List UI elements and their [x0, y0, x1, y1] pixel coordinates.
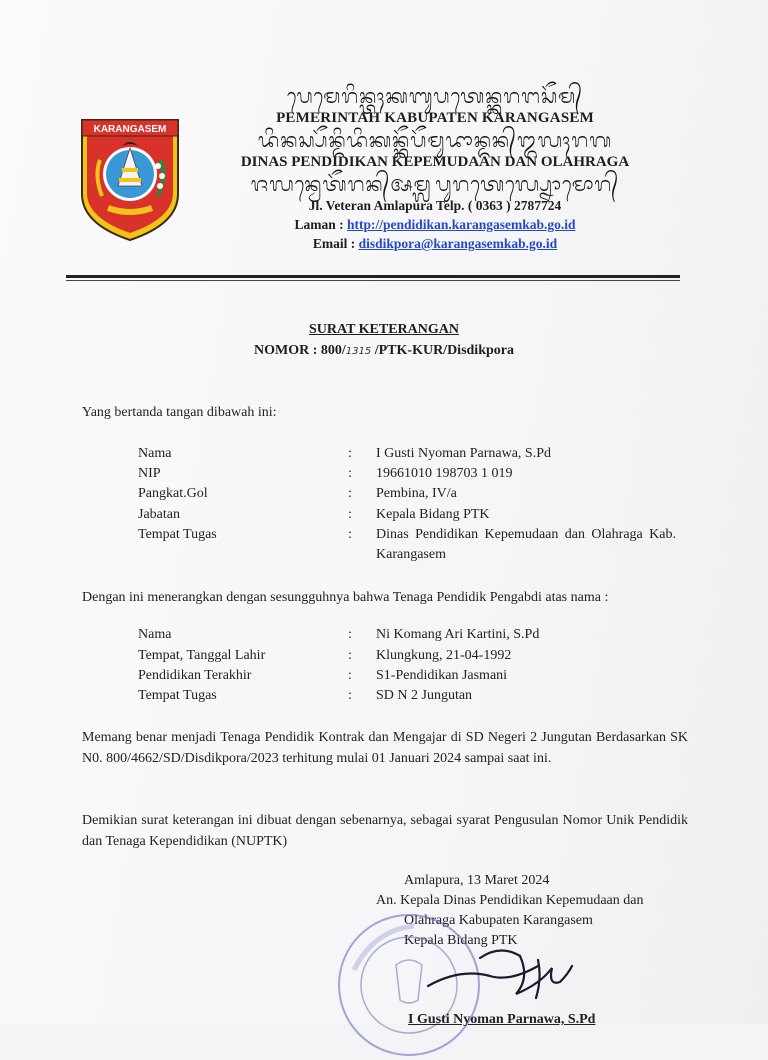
separator: :	[348, 507, 352, 522]
subject-key: Tempat Tugas	[138, 688, 217, 703]
handwritten-signature-icon	[420, 938, 580, 1008]
header-rule-thick	[66, 275, 680, 278]
website-link[interactable]: http://pendidikan.karangasemkab.go.id	[347, 217, 576, 232]
subject-key: Nama	[138, 627, 172, 642]
subject-key: Pendidikan Terakhir	[138, 668, 252, 683]
separator: :	[348, 486, 352, 501]
signer-name: I Gusti Nyoman Parnawa, S.Pd	[408, 1012, 596, 1027]
government-name: PEMERINTAH KABUPATEN KARANGASEM	[276, 110, 594, 126]
svg-text:KARANGASEM: KARANGASEM	[93, 124, 167, 135]
signer-key: Nama	[138, 446, 172, 461]
signer-value: 19661010 198703 1 019	[376, 466, 513, 481]
subject-value: S1-Pendidikan Jasmani	[376, 668, 508, 683]
statement-text: Dengan ini menerangkan dengan sesungguhnya bahwa Tenaga Pendidik Pengabdi atas nama :	[82, 590, 609, 605]
separator: :	[348, 648, 352, 663]
number-handwritten: 1315	[345, 346, 372, 357]
signer-value: Dinas Pendidikan Kepemudaan dan Olahraga Kab. Karangasem	[376, 527, 676, 562]
closing-paragraph: Demikian surat keterangan ini dibuat dengan sebenarnya, sebagai syarat Pengusulan Nomor Unik Pendidik dan Tenaga Kependidikan (NUPTK)	[82, 813, 688, 849]
signer-key: NIP	[138, 466, 161, 481]
signature-line-3: Kepala Bidang PTK	[404, 933, 518, 948]
letter-number	[0, 343, 768, 359]
number-prefix: NOMOR : 800/	[254, 343, 346, 358]
subject-value: SD N 2 Jungutan	[376, 688, 473, 703]
signer-value: Kepala Bidang PTK	[376, 507, 490, 522]
signer-key: Tempat Tugas	[138, 527, 217, 542]
signer-value: I Gusti Nyoman Parnawa, S.Pd	[376, 446, 551, 461]
balinese-script-line-2: ᬤᬶᬦᬲ᭄ᬧᭂᬦ᭄ᬤᬶᬤᬶᬓᬦ᭄ᬓᭂᬧᭂᬫᬸᬤᬵᬦ᭄ᬤᬦ᭄ᬑᬮᬄᬭᬕ	[257, 128, 613, 152]
subject-value: Klungkung, 21-04-1992	[376, 648, 512, 663]
subject-key: Tempat, Tanggal Lahir	[138, 648, 266, 663]
separator: :	[348, 627, 352, 642]
karangasem-logo-icon	[78, 116, 182, 242]
separator: :	[348, 446, 352, 461]
signature-line-1: An. Kepala Dinas Pendidikan Kepemudaan dan	[376, 893, 644, 908]
confirmation-paragraph: Memang benar menjadi Tenaga Pendidik Kontrak dan Mengajar di SD Negeri 2 Jungutan Berdasarkan SK N0. 800/4662/SD/Disdikpora/2023 terhitung mulai 01 Januari 2024 sampai saat ini.	[82, 730, 688, 766]
balinese-script-line-1: ᬧᬾᬫᬾᬭᬶᬦ᭄ᬢᬄᬓᬩᬸᬧᬢᬾᬦ᭄ᬓᬭᬗᬲᭂᬫ᭄	[286, 84, 584, 108]
website-line	[225, 215, 645, 234]
agency-name: DINAS PENDIDIKAN KEPEMUDAAN DAN OLAHRAGA	[240, 154, 630, 170]
email-line	[225, 234, 645, 253]
separator: :	[348, 688, 352, 703]
subject-value: Ni Komang Ari Kartini, S.Pd	[376, 627, 540, 642]
website-label: Laman :	[294, 217, 344, 232]
separator: :	[348, 466, 352, 481]
signer-key: Jabatan	[138, 507, 180, 522]
intro-text: Yang bertanda tangan dibawah ini:	[82, 405, 277, 420]
signer-value: Pembina, IV/a	[376, 486, 457, 501]
header-rule-thin	[66, 280, 680, 281]
signature-line-2: Olahraga Kabupaten Karangasem	[404, 913, 593, 928]
letter-heading: SURAT KETERANGAN	[308, 322, 459, 337]
separator: :	[348, 668, 352, 683]
balinese-script-line-3: ᬚᬮᬦ᭄ᬯᬾᬢᭂᬭᬦ᭄ᬅᬫ᭄ᬮᬧᬸᬭᬢᬾᬮ᭄ᬧ᭄ᬦᭀᬫᭀᬭ᭄	[250, 172, 620, 196]
separator: :	[348, 527, 352, 542]
letterhead	[225, 84, 645, 253]
address: Jl. Veteran Amlapura Telp. ( 0363 ) 2787724	[308, 198, 562, 213]
email-label: Email :	[312, 236, 356, 251]
signer-key: Pangkat.Gol	[138, 486, 208, 501]
number-suffix: /PTK-KUR/Disdikpora	[371, 343, 514, 358]
email-link[interactable]: disdikpora@karangasemkab.go.id	[358, 236, 558, 251]
place-date: Amlapura, 13 Maret 2024	[404, 873, 550, 888]
